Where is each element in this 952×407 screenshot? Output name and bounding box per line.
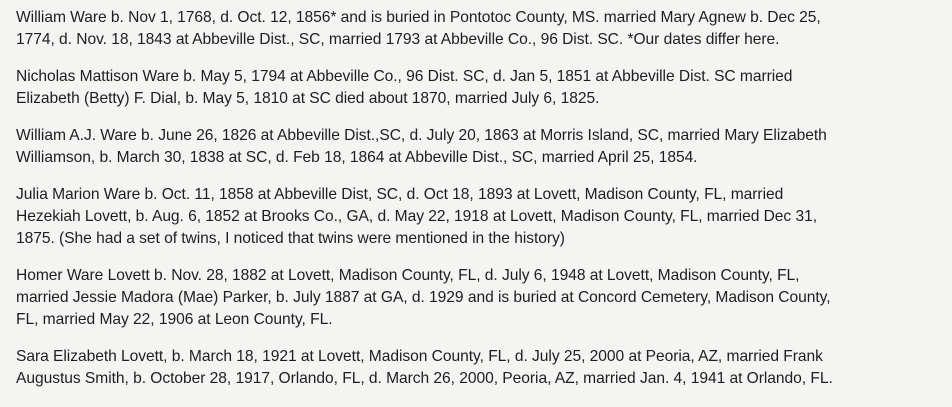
entry-line: William Ware b. Nov 1, 1768, d. Oct. 12, 1856* and is buried in Pontotoc County, MS. married Mary Agnew b. Dec 25, (16, 9, 821, 26)
entry-homer-ware-lovett (16, 265, 938, 331)
entry-line: William A.J. Ware b. June 26, 1826 at Abbeville Dist.,SC, d. July 20, 1863 at Morris Island, SC, married Mary Elizabeth (16, 127, 827, 144)
entry-line: 1875. (She had a set of twins, I noticed that twins were mentioned in the history) (16, 230, 565, 247)
entry-william-aj-ware (16, 125, 938, 169)
entry-sara-elizabeth-lovett (16, 346, 938, 390)
entry-line: Augustus Smith, b. October 28, 1917, Orlando, FL, d. March 26, 2000, Peoria, AZ, married Jan. 4, 1941 at Orlando, FL. (16, 370, 833, 387)
entry-line: Hezekiah Lovett, b. Aug. 6, 1852 at Brooks Co., GA, d. May 22, 1918 at Lovett, Madison County, FL, married Dec 31, (16, 208, 817, 225)
entry-line: FL, married May 22, 1906 at Leon County, FL. (16, 311, 333, 328)
entry-line: married Jessie Madora (Mae) Parker, b. July 1887 at GA, d. 1929 and is buried at Concord Cemetery, Madison County, (16, 289, 831, 306)
entry-line: Nicholas Mattison Ware b. May 5, 1794 at Abbeville Co., 96 Dist. SC, d. Jan 5, 1851 at Abbeville Dist. SC married (16, 68, 793, 85)
entry-line: Julia Marion Ware b. Oct. 11, 1858 at Abbeville Dist, SC, d. Oct 18, 1893 at Lovett, Madison County, FL, married (16, 186, 784, 203)
entry-line: Williamson, b. March 30, 1838 at SC, d. Feb 18, 1864 at Abbeville Dist., SC, married April 25, 1854. (16, 149, 698, 166)
entry-line: Homer Ware Lovett b. Nov. 28, 1882 at Lovett, Madison County, FL, d. July 6, 1948 at Lovett, Madison County, FL, (16, 267, 800, 284)
entry-line: 1774, d. Nov. 18, 1843 at Abbeville Dist., SC, married 1793 at Abbeville Co., 96 Dist. SC. *Our dates differ here. (16, 31, 780, 48)
entry-julia-marion-ware (16, 184, 938, 250)
entry-line: Elizabeth (Betty) F. Dial, b. May 5, 1810 at SC died about 1870, married July 6, 1825. (16, 90, 600, 107)
entry-william-ware (16, 7, 938, 51)
entry-line: Sara Elizabeth Lovett, b. March 18, 1921 at Lovett, Madison County, FL, d. July 25, 2000 at Peoria, AZ, married Frank (16, 348, 823, 365)
entry-nicholas-mattison-ware (16, 66, 938, 110)
